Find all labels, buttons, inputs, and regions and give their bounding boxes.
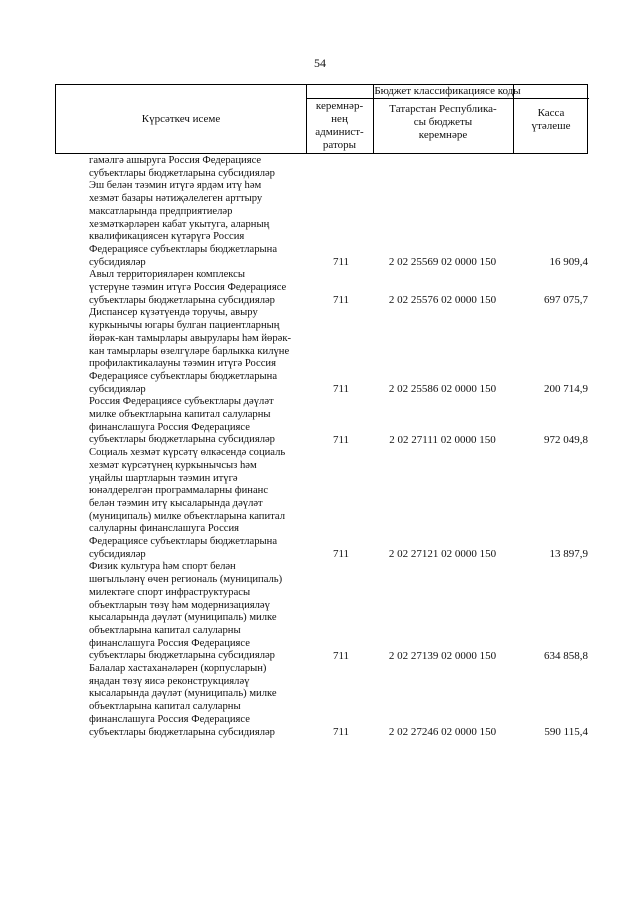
table-row [0, 447, 640, 561]
row-description: Эш белән тәэмин итүгә ярдәм итү һәм хезмәт базары нәтиҗәлелеген арттыру максатларында предприятиеләр хезмәткәрләрен кабат укытуга, аларның квалификациясен күтәрүгә Россия Федерациясе субъектлары бюджетларына субсидияләр [89, 180, 278, 268]
row-description: Россия Федерациясе субъектлары дәүләт милке объектларына капитал салуларны финанслашуга Россия Федерациясе субъектлары бюджетларына субсидияләр [89, 396, 275, 446]
table-row [0, 663, 640, 739]
header-tatarstan-budget-revenues: Татарстан Республика- сы бюджеты керемнәре [389, 103, 497, 141]
header-cash-execution: Касса үтәлеше [531, 107, 571, 132]
row-description: гамәлгә ашыруга Россия Федерациясе субъектлары бюджетларына субсидияләр [89, 155, 275, 179]
row-admin-code: 711 [332, 294, 350, 307]
row-description: Социаль хезмәт күрсәтү өлкәсендә социаль хезмәт күрсәтүнең куркынычсыз һәм уңайлы шартларын тәэмин итүгә юнәлдерелгән программаларны финанс белән тәэмин итү кысаларында дәүләт (муниципаль) милке объектларына капитал салуларны финанслашуга Россия Федерациясе субъектлары бюджетларына субсидияләр [89, 447, 286, 560]
row-amount: 16 909,4 [549, 256, 588, 269]
row-admin-code: 711 [332, 649, 350, 662]
table-row [0, 561, 640, 663]
row-amount: 972 049,8 [544, 434, 588, 447]
row-amount: 13 897,9 [549, 548, 588, 561]
table-header [55, 84, 588, 154]
row-budget-code: 2 02 25569 02 0000 150 [388, 256, 497, 269]
row-admin-code: 711 [332, 726, 350, 739]
header-indicator-name: Күрсәткеч исеме [141, 113, 221, 125]
row-description: Балалар хастаханәләрен (корпусларын) яңадан төзү яисә реконструкцияләү кысаларында дәүләт (муниципаль) милке объектларына капитал салуларны финанслашуга Россия Федерациясе субъектлары бюджетларына субсидияләр [89, 663, 277, 738]
row-amount: 634 858,8 [544, 649, 588, 662]
row-budget-code: 2 02 25576 02 0000 150 [388, 294, 497, 307]
header-revenue-administrators: керемнәр- нең админист- раторы [315, 100, 364, 151]
table-row [0, 396, 640, 447]
row-description: Диспансер күзәтүендә торучы, авыру куркынычы югары булган пациентларның йөрәк-кан тамырлары авырулары һәм йөрәк- кан тамырлары өзелгүләре барлыкка килүне профилактикалауны тәэмин итүгә Россия Федерациясе субъектлары бюджетларына субсидияләр [89, 307, 291, 395]
row-amount: 200 714,9 [544, 383, 588, 396]
row-description: Физик культура һәм спорт белән шөгыльләнү өчен региональ (муниципаль) милектәге спорт инфраструктурасы объектларын төзү һәм модернизацияләү кысаларында дәүләт (муниципаль) милке объектларына капитал салуларны финанслашуга Россия Федерациясе субъектлары бюджетларына субсидияләр [89, 561, 283, 662]
row-amount: 590 115,4 [544, 726, 588, 739]
table-row [0, 307, 640, 396]
table-row [0, 269, 640, 307]
row-admin-code: 711 [332, 434, 350, 447]
row-admin-code: 711 [332, 383, 350, 396]
row-admin-code: 711 [332, 548, 350, 561]
row-admin-code: 711 [332, 256, 350, 269]
row-budget-code: 2 02 27246 02 0000 150 [388, 726, 497, 739]
table-row [0, 155, 640, 180]
row-amount: 697 075,7 [544, 294, 588, 307]
table-row [0, 180, 640, 269]
header-budget-classification: Бюджет классификациясе коды [374, 85, 521, 97]
row-budget-code: 2 02 27139 02 0000 150 [388, 649, 497, 662]
row-budget-code: 2 02 27111 02 0000 150 [389, 434, 496, 447]
row-description: Авыл территорияләрен комплексы үстерүне тәэмин итүгә Россия Федерациясе субъектлары бюджетларына субсидияләр [89, 269, 287, 306]
page-number: 54 [314, 56, 326, 70]
row-budget-code: 2 02 27121 02 0000 150 [388, 548, 497, 561]
row-budget-code: 2 02 25586 02 0000 150 [388, 383, 497, 396]
